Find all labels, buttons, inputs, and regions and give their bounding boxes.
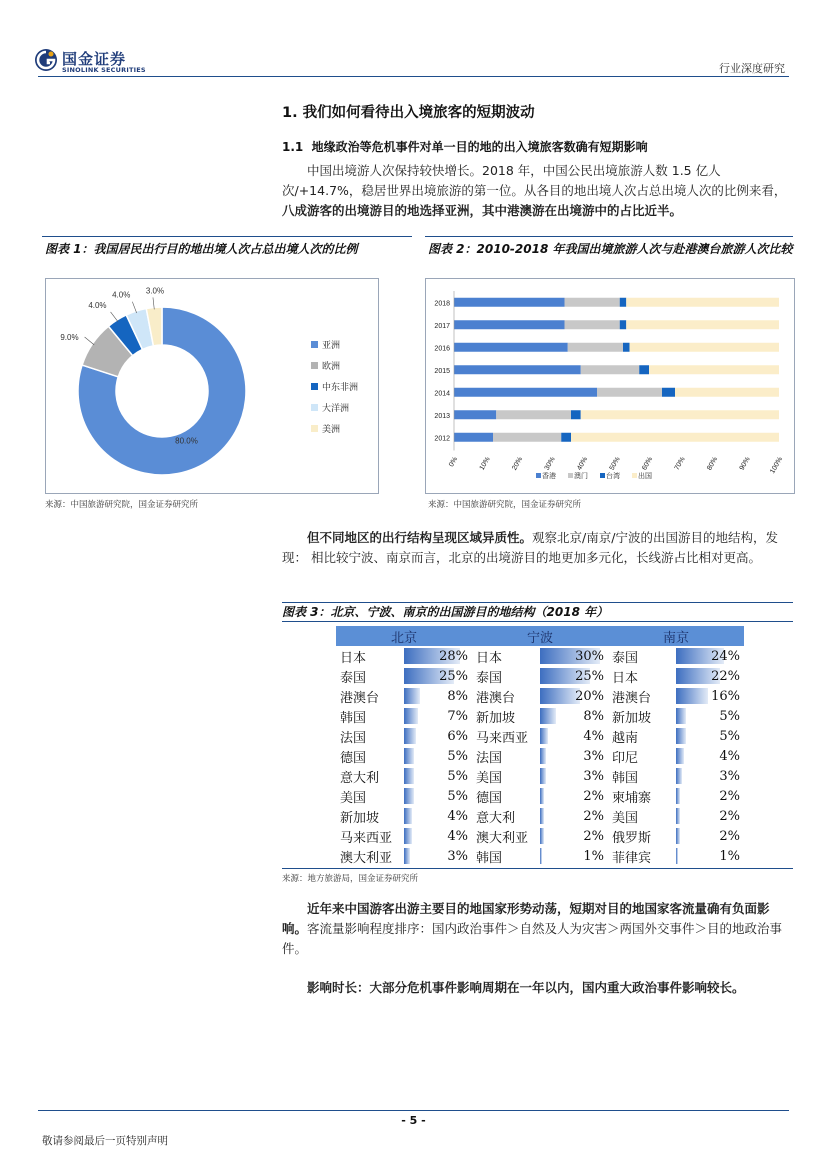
destination-name: 新加坡 [340, 810, 380, 826]
logo-text-en: SINOLINK SECURITIES [62, 66, 146, 74]
destination-share [674, 786, 744, 806]
x-tick-label: 40% [576, 456, 590, 472]
fig3-destination-table [336, 626, 744, 866]
table-row [336, 846, 744, 866]
destination-name: 德国 [340, 750, 367, 766]
destination-name: 马来西亚 [476, 730, 529, 746]
paragraph-2-bold: 但不同地区的出行结构呈现区域异质性。 [307, 530, 533, 545]
x-tick-label: 50% [608, 456, 622, 472]
share-data-bar [404, 848, 410, 864]
legend-label: 大洋洲 [322, 404, 350, 414]
subsection-title: 地缘政治等危机事件对单一目的地的出入境旅客数确有短期影响 [311, 140, 648, 154]
destination-share [538, 706, 608, 726]
destination-share [538, 686, 608, 706]
destination-name: 港澳台 [476, 690, 516, 706]
destination-name: 泰国 [612, 650, 639, 666]
bar-segment-台湾 [623, 343, 630, 352]
share-value: 4% [583, 728, 604, 744]
share-data-bar [676, 828, 680, 844]
bar-segment-香港 [454, 343, 568, 352]
donut-label: 80.0% [175, 436, 198, 446]
share-data-bar [404, 688, 420, 704]
share-value: 25% [439, 668, 468, 684]
bar-segment-出国 [630, 343, 780, 352]
fig3-title: 图表 3：北京、宁波、南京的出国游目的地结构（2018 年） [282, 605, 609, 619]
legend-label: 欧洲 [322, 362, 341, 372]
share-value: 3% [719, 768, 740, 784]
destination-name: 柬埔寨 [612, 790, 652, 806]
legend-swatch [311, 404, 318, 411]
subsection-heading [282, 138, 648, 155]
fig3-title-line [282, 621, 793, 622]
bar-segment-台湾 [571, 410, 581, 419]
share-data-bar [676, 808, 680, 824]
destination-name: 意大利 [476, 810, 516, 826]
share-data-bar [540, 828, 544, 844]
share-data-bar [540, 808, 544, 824]
share-value: 2% [583, 828, 604, 844]
share-data-bar [540, 728, 548, 744]
destination-name: 泰国 [476, 670, 503, 686]
x-tick-label: 30% [543, 456, 557, 472]
fig3-source: 来源：地方旅游局，国金证券研究所 [282, 874, 419, 884]
share-data-bar [540, 748, 546, 764]
share-value: 28% [439, 648, 468, 664]
fig1-chart-box [45, 278, 379, 494]
destination-share [538, 646, 608, 666]
fig2-title: 图表 2：2010-2018 年我国出境旅游人次与赴港澳台旅游人次比较 [428, 242, 793, 256]
destination-name: 韩国 [476, 850, 503, 866]
destination-name: 日本 [340, 650, 367, 666]
share-value: 4% [719, 748, 740, 764]
legend-label: 美洲 [322, 425, 341, 435]
fig1-donut-chart [46, 279, 378, 493]
destination-name: 德国 [476, 790, 503, 806]
fig2-bar-chart [426, 279, 794, 493]
legend-swatch [311, 341, 318, 348]
share-data-bar [676, 788, 680, 804]
legend-label: 香港 [542, 473, 556, 480]
bar-segment-澳门 [581, 365, 640, 374]
subsection-number: 1.1 [282, 140, 304, 154]
share-value: 8% [447, 688, 468, 704]
bar-segment-台湾 [662, 388, 675, 397]
destination-share [538, 726, 608, 746]
bar-segment-澳门 [565, 320, 620, 329]
destination-share [402, 646, 472, 666]
table-row [336, 766, 744, 786]
share-value: 30% [575, 648, 604, 664]
bar-segment-香港 [454, 298, 565, 307]
donut-label: 9.0% [60, 333, 79, 343]
destination-name: 港澳台 [612, 690, 652, 706]
destination-name: 日本 [476, 650, 503, 666]
share-data-bar [540, 768, 546, 784]
share-data-bar [676, 688, 708, 704]
table-row [336, 686, 744, 706]
destination-name: 韩国 [612, 770, 639, 786]
page-number: - 5 - [401, 1114, 426, 1127]
x-tick-label: 0% [448, 456, 460, 469]
destination-share [538, 806, 608, 826]
destination-name: 马来西亚 [340, 830, 393, 846]
share-data-bar [676, 728, 686, 744]
legend-swatch [311, 383, 318, 390]
destination-share [674, 706, 744, 726]
table-header-city: 宁波 [472, 626, 608, 646]
destination-name: 日本 [612, 670, 639, 686]
share-value: 25% [575, 668, 604, 684]
share-data-bar [404, 748, 414, 764]
share-value: 5% [447, 748, 468, 764]
x-tick-label: 20% [511, 456, 525, 472]
bar-segment-出国 [571, 433, 779, 442]
table-row [336, 646, 744, 666]
destination-share [674, 726, 744, 746]
paragraph-2-text: 观察北京/南京/宁波的出国游目的地结构，发现： 相比较宁波、南京而言，北京的出境游目的地更加多元化，长线游占比相对更高。 [282, 530, 778, 565]
bar-segment-澳门 [493, 433, 561, 442]
share-data-bar [676, 768, 682, 784]
legend-swatch [600, 473, 605, 478]
share-value: 20% [575, 688, 604, 704]
fig3-bottom-line [282, 868, 793, 869]
destination-share [674, 846, 744, 866]
y-tick-label: 2018 [434, 300, 450, 308]
share-value: 8% [583, 708, 604, 724]
table-row [336, 826, 744, 846]
donut-label: 4.0% [112, 290, 131, 300]
bar-segment-澳门 [568, 343, 623, 352]
y-tick-label: 2014 [434, 390, 450, 398]
y-tick-label: 2012 [434, 435, 450, 443]
fig2-chart-box [425, 278, 795, 494]
destination-share [402, 806, 472, 826]
share-value: 3% [583, 748, 604, 764]
bar-segment-澳门 [565, 298, 620, 307]
destination-share [402, 766, 472, 786]
paragraph-1 [282, 161, 787, 221]
share-value: 24% [711, 648, 740, 664]
legend-label: 出国 [638, 473, 652, 480]
logo-text-cn: 国金证券 [62, 50, 127, 68]
destination-share [674, 746, 744, 766]
share-data-bar [540, 788, 544, 804]
paragraph-3-bold: 近年来中国游客出游主要目的地国家形势动荡，短期对目的地国家客流量确有负面影响。 [282, 901, 770, 936]
share-value: 22% [711, 668, 740, 684]
destination-share [402, 706, 472, 726]
report-type-label: 行业深度研究 [719, 62, 785, 75]
destination-share [538, 786, 608, 806]
share-value: 3% [447, 848, 468, 864]
fig2-source: 来源：中国旅游研究院，国金证券研究所 [428, 500, 582, 510]
share-data-bar [404, 708, 418, 724]
share-value: 6% [447, 728, 468, 744]
bar-segment-香港 [454, 388, 597, 397]
table-row [336, 746, 744, 766]
share-data-bar [676, 848, 678, 864]
share-value: 2% [719, 788, 740, 804]
legend-swatch [536, 473, 541, 478]
share-value: 2% [583, 788, 604, 804]
destination-share [538, 746, 608, 766]
donut-label: 4.0% [88, 300, 107, 310]
logo-mark-icon [34, 48, 58, 72]
destination-share [402, 726, 472, 746]
destination-share [538, 666, 608, 686]
paragraph-4 [282, 978, 787, 998]
share-data-bar [540, 708, 556, 724]
destination-name: 韩国 [340, 710, 367, 726]
footer-divider [38, 1110, 789, 1111]
y-tick-label: 2015 [434, 367, 450, 375]
destination-share [402, 786, 472, 806]
x-tick-label: 80% [706, 456, 720, 472]
destination-share [674, 766, 744, 786]
destination-share [402, 666, 472, 686]
bar-segment-出国 [626, 298, 779, 307]
destination-name: 美国 [340, 790, 367, 806]
destination-share [402, 846, 472, 866]
destination-name: 意大利 [340, 770, 380, 786]
header-divider [38, 76, 789, 77]
bar-segment-香港 [454, 320, 565, 329]
destination-name: 新加坡 [476, 710, 516, 726]
bar-segment-出国 [649, 365, 779, 374]
share-data-bar [676, 708, 686, 724]
bar-segment-出国 [626, 320, 779, 329]
paragraph-1-bold: 八成游客的出境游目的地选择亚洲，其中港澳游在出境游中的占比近半。 [282, 203, 683, 218]
destination-name: 法国 [340, 730, 367, 746]
destination-name: 泰国 [340, 670, 367, 686]
share-data-bar [404, 728, 416, 744]
table-row [336, 806, 744, 826]
x-tick-label: 90% [738, 456, 752, 472]
destination-name: 美国 [476, 770, 503, 786]
bar-segment-台湾 [639, 365, 649, 374]
fig1-top-line [42, 236, 412, 237]
bar-segment-出国 [675, 388, 779, 397]
x-tick-label: 100% [769, 456, 785, 476]
table-row [336, 666, 744, 686]
destination-share [674, 806, 744, 826]
legend-label: 澳门 [574, 473, 588, 480]
share-data-bar [404, 768, 414, 784]
share-data-bar [676, 748, 684, 764]
bar-segment-台湾 [620, 298, 627, 307]
destination-name: 港澳台 [340, 690, 380, 706]
destination-share [674, 646, 744, 666]
destination-name: 俄罗斯 [612, 830, 652, 846]
bar-segment-澳门 [597, 388, 662, 397]
share-value: 2% [583, 808, 604, 824]
x-tick-label: 10% [478, 456, 492, 472]
bar-segment-出国 [581, 410, 779, 419]
legend-swatch [311, 425, 318, 432]
paragraph-3-text: 客流量影响程度排序：国内政治事件＞自然及人为灾害＞两国外交事件＞目的地政治事件。 [282, 921, 783, 956]
bar-segment-澳门 [496, 410, 571, 419]
share-value: 2% [719, 828, 740, 844]
destination-share [402, 686, 472, 706]
share-value: 4% [447, 808, 468, 824]
bar-segment-香港 [454, 410, 496, 419]
share-value: 5% [719, 728, 740, 744]
table-header-city: 北京 [336, 626, 472, 646]
destination-share [538, 846, 608, 866]
company-logo [34, 48, 164, 76]
x-tick-label: 70% [673, 456, 687, 472]
destination-share [402, 826, 472, 846]
share-value: 7% [447, 708, 468, 724]
legend-swatch [632, 473, 637, 478]
destination-share [674, 686, 744, 706]
destination-name: 法国 [476, 750, 503, 766]
share-value: 5% [447, 788, 468, 804]
legend-label: 亚洲 [322, 341, 341, 351]
legend-swatch [568, 473, 573, 478]
destination-share [538, 766, 608, 786]
destination-name: 越南 [612, 730, 639, 746]
x-tick-label: 60% [641, 456, 655, 472]
y-tick-label: 2017 [434, 322, 450, 330]
share-value: 4% [447, 828, 468, 844]
destination-name: 澳大利亚 [340, 850, 393, 866]
y-tick-label: 2013 [434, 412, 450, 420]
share-data-bar [540, 848, 542, 864]
paragraph-2 [282, 528, 787, 568]
share-value: 5% [719, 708, 740, 724]
destination-name: 美国 [612, 810, 639, 826]
table-row [336, 706, 744, 726]
table-row [336, 786, 744, 806]
section-heading: 1. 我们如何看待出入境旅客的短期波动 [282, 105, 535, 121]
share-data-bar [540, 688, 580, 704]
share-value: 1% [719, 848, 740, 864]
donut-label: 3.0% [145, 286, 165, 296]
fig1-title: 图表 1：我国居民出行目的地出境人次占总出境人次的比例 [45, 242, 358, 256]
paragraph-4-bold: 影响时长：大部分危机事件影响周期在一年以内，国内重大政治事件影响较长。 [307, 980, 745, 995]
share-value: 16% [711, 688, 740, 704]
share-value: 2% [719, 808, 740, 824]
destination-share [402, 746, 472, 766]
destination-name: 菲律宾 [612, 850, 652, 866]
table-row [336, 726, 744, 746]
destination-name: 新加坡 [612, 710, 652, 726]
paragraph-3 [282, 899, 787, 959]
share-data-bar [404, 808, 412, 824]
share-data-bar [404, 788, 414, 804]
share-value: 1% [583, 848, 604, 864]
bar-segment-台湾 [561, 433, 571, 442]
fig1-source: 来源：中国旅游研究院，国金证券研究所 [45, 500, 199, 510]
destination-name: 澳大利亚 [476, 830, 529, 846]
share-data-bar [404, 828, 412, 844]
destination-share [674, 666, 744, 686]
y-tick-label: 2016 [434, 345, 450, 353]
fig2-top-line [425, 236, 793, 237]
bar-segment-台湾 [620, 320, 627, 329]
legend-swatch [311, 362, 318, 369]
destination-share [538, 826, 608, 846]
bar-segment-香港 [454, 433, 493, 442]
legend-label: 台湾 [606, 473, 620, 480]
paragraph-1-text: 中国出境游人次保持较快增长。2018 年，中国公民出境旅游人数 1.5 亿人次/+14.7%，稳居世界出境旅游的第一位。从各目的地出境人次占总出境人次的比例来看， [282, 163, 787, 198]
destination-share [674, 826, 744, 846]
table-header-city: 南京 [608, 626, 744, 646]
legend-label: 中东非洲 [322, 383, 359, 393]
share-value: 3% [583, 768, 604, 784]
bar-segment-香港 [454, 365, 581, 374]
disclaimer-text: 敬请参阅最后一页特别声明 [42, 1135, 168, 1147]
destination-name: 印尼 [612, 750, 639, 766]
share-value: 5% [447, 768, 468, 784]
